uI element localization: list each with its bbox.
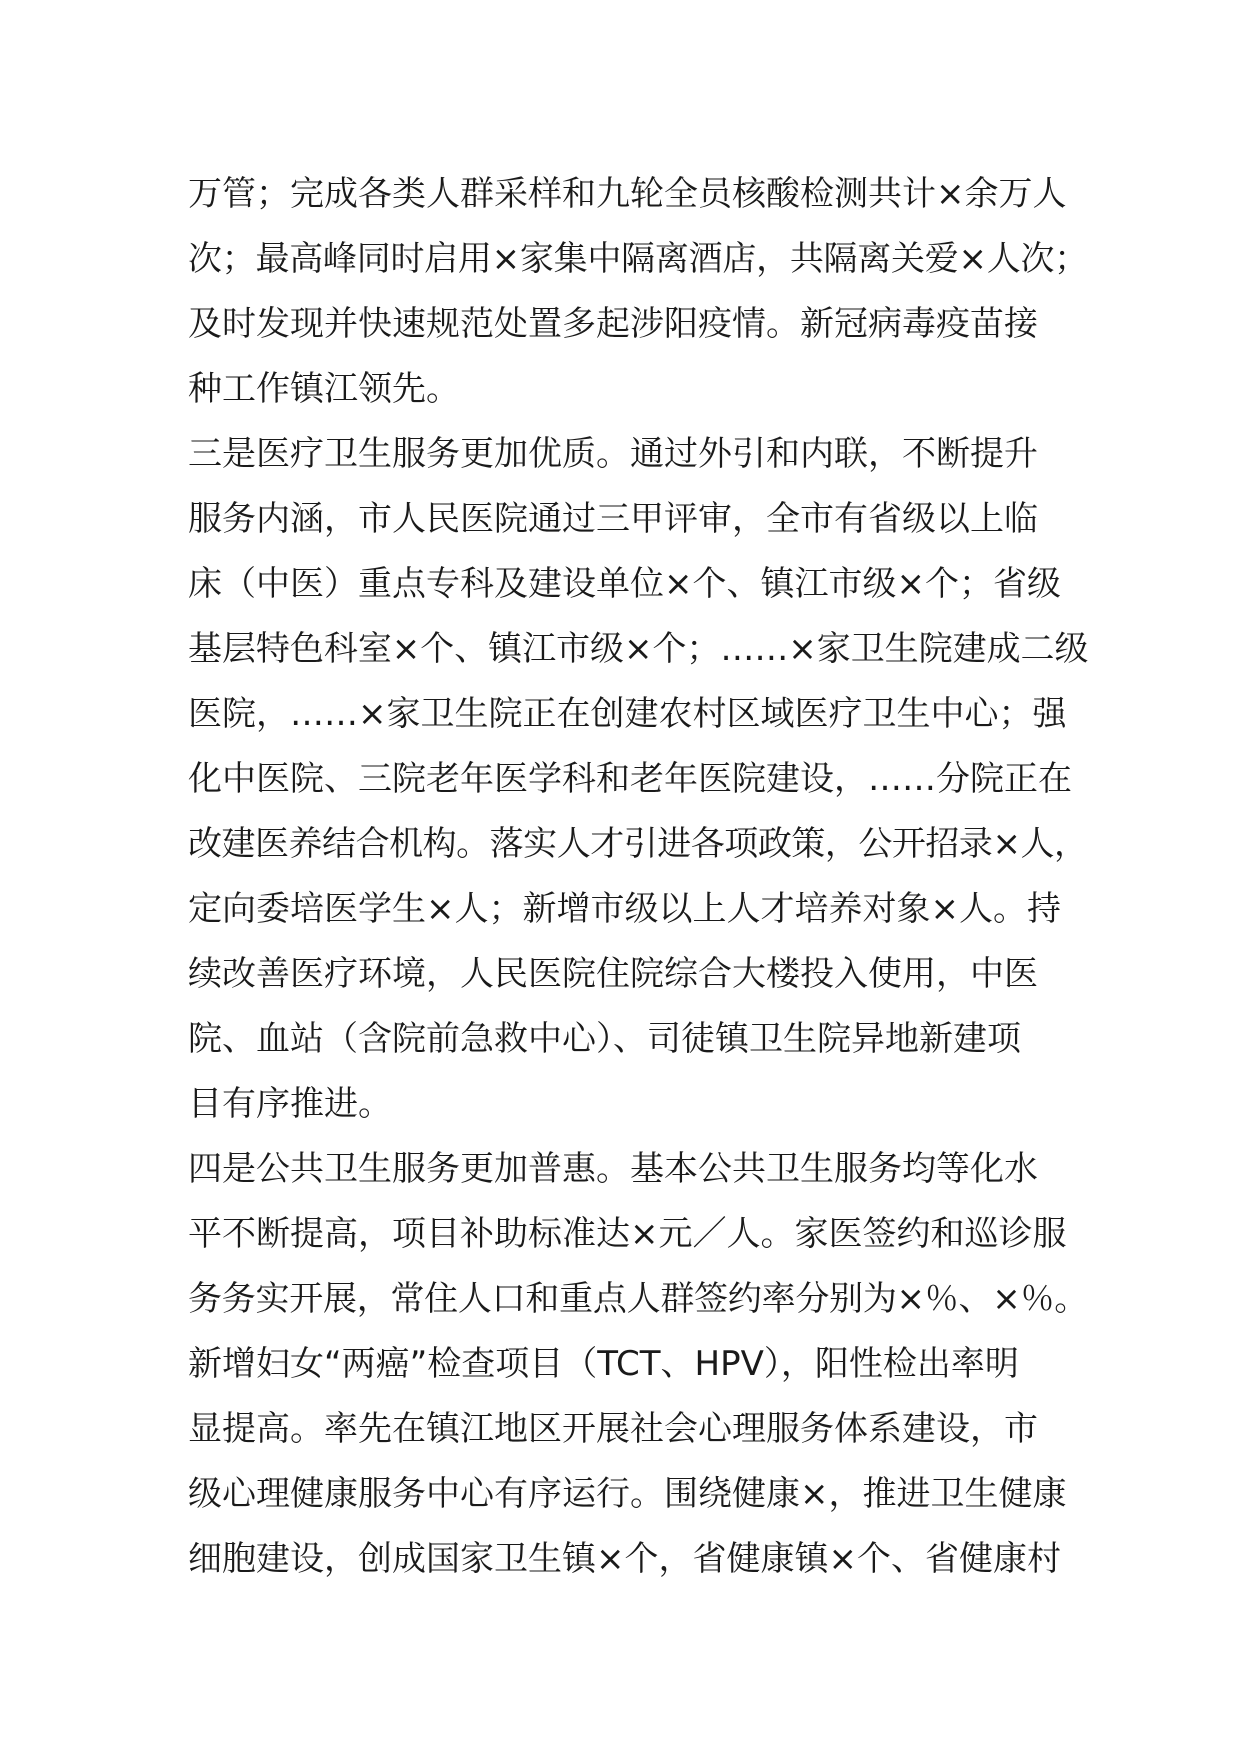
text-line: 次；最高峰同时启用×家集中隔离酒店，共隔离关爱×人次； — [188, 239, 1088, 279]
text-line: 目有序推进。 — [188, 1084, 392, 1124]
text-line: 床（中医）重点专科及建设单位×个、镇江市级×个；省级 — [188, 564, 1061, 604]
text-line: 服务内涵，市人民医院通过三甲评审，全市有省级以上临 — [188, 499, 1038, 539]
text-line: 院、血站（含院前急救中心）、司徒镇卫生院异地新建项 — [188, 1019, 1021, 1059]
text-line: 医院，……×家卫生院正在创建农村区域医疗卫生中心；强 — [188, 694, 1067, 734]
paragraph-heading-line: 四是公共卫生服务更加普惠。基本公共卫生服务均等化水 — [188, 1149, 1038, 1189]
body-text — [188, 162, 1088, 1592]
text-line: 细胞建设，创成国家卫生镇×个，省健康镇×个、省健康村 — [188, 1539, 1061, 1579]
text-line: 基层特色科室×个、镇江市级×个；……×家卫生院建成二级 — [188, 629, 1089, 669]
text-line: 显提高。率先在镇江地区开展社会心理服务体系建设，市 — [188, 1409, 1038, 1449]
text-line: 新增妇女“两癌”检查项目（TCT、HPV），阳性检出率明 — [188, 1344, 1019, 1384]
text-line: 改建医养结合机构。落实人才引进各项政策，公开招录×人， — [188, 824, 1088, 864]
text-line: 定向委培医学生×人；新增市级以上人才培养对象×人。持 — [188, 889, 1061, 929]
text-line: 续改善医疗环境，人民医院住院综合大楼投入使用，中医 — [188, 954, 1038, 994]
text-line: 务务实开展，常住人口和重点人群签约率分别为×％、×％。 — [188, 1279, 1088, 1319]
text-line: 平不断提高，项目补助标准达×元／人。家医签约和巡诊服 — [188, 1214, 1067, 1254]
paragraph-heading-line: 三是医疗卫生服务更加优质。通过外引和内联，不断提升 — [188, 434, 1038, 474]
text-line: 化中医院、三院老年医学科和老年医院建设，……分院正在 — [188, 759, 1072, 799]
text-line: 及时发现并快速规范处置多起涉阳疫情。新冠病毒疫苗接 — [188, 304, 1038, 344]
text-line: 级心理健康服务中心有序运行。围绕健康×，推进卫生健康 — [188, 1474, 1067, 1514]
text-line: 种工作镇江领先。 — [188, 369, 460, 409]
text-line: 万管；完成各类人群采样和九轮全员核酸检测共计×余万人 — [188, 174, 1067, 214]
